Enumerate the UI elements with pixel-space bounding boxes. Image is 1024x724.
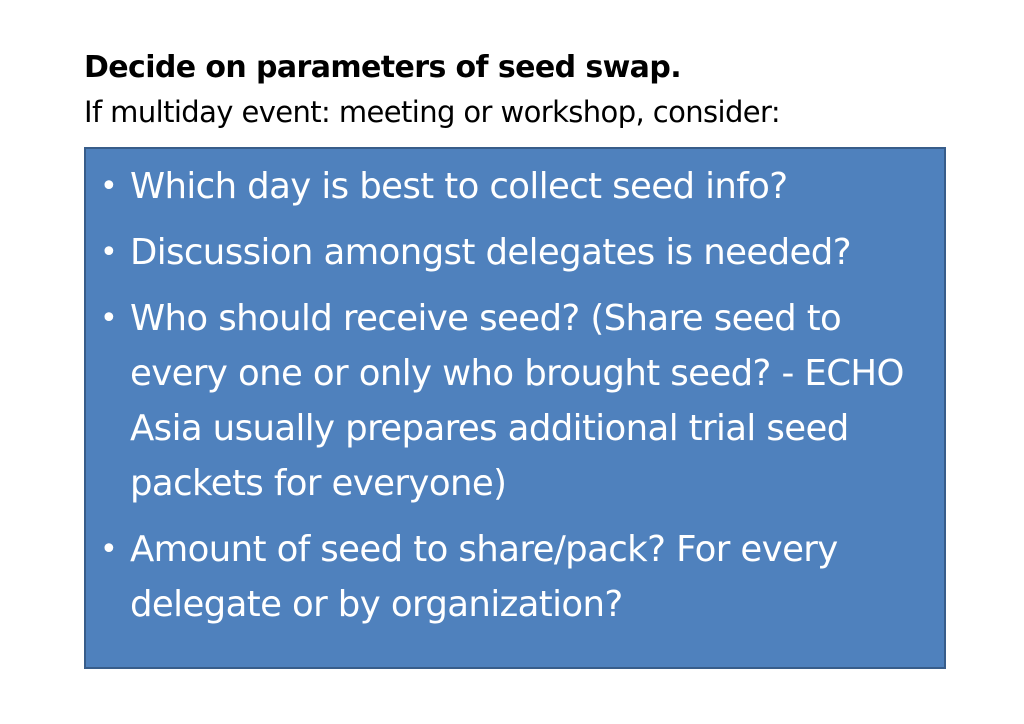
bullet-text: Who should receive seed? (Share seed to every one or only who brought seed? - ECHO Asia usually prepares additional trial seed packets for everyone) (130, 298, 904, 504)
bullet-icon: • (100, 532, 118, 567)
bullet-icon: • (100, 169, 118, 204)
bullet-text: Which day is best to collect seed info? (130, 166, 788, 207)
bullet-text: Amount of seed to share/pack? For every delegate or by organization? (130, 529, 838, 625)
slide-title: Decide on parameters of seed swap. (84, 50, 682, 85)
slide-subtitle: If multiday event: meeting or workshop, consider: (84, 95, 781, 129)
bullet-list (100, 159, 940, 643)
bullet-text: Discussion amongst delegates is needed? (130, 232, 851, 273)
bullet-icon: • (100, 301, 118, 336)
bullet-icon: • (100, 235, 118, 270)
bullet-item-amount (100, 522, 940, 632)
bullet-item-collect-day (100, 159, 940, 214)
bullet-panel (84, 147, 946, 669)
bullet-item-discussion (100, 225, 940, 280)
bullet-item-recipients (100, 291, 940, 511)
